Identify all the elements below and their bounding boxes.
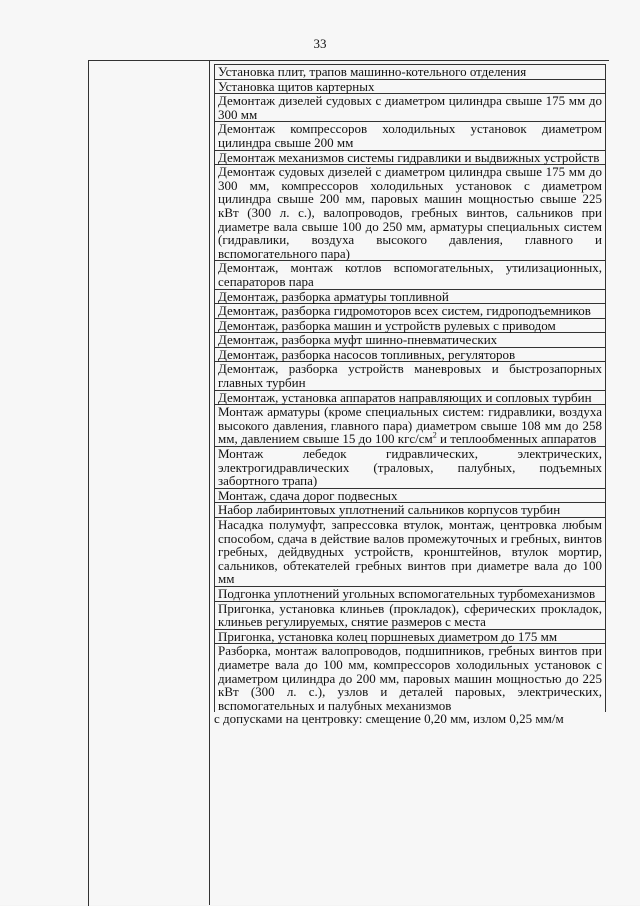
- table-row: [214, 404, 606, 446]
- table-row: Демонтаж, разборка арматуры топливной: [214, 289, 606, 304]
- row-text: Монтаж арматуры (кроме специальных систем: гидравлики, воздуха высокого давления, главного пара) диаметром свыше 108 мм до 258 мм, давлением свыше 15 до 100 кгс/см: [218, 404, 602, 447]
- table-row: Демонтаж судовых дизелей с диаметром цилиндра свыше 175 мм до 300 мм, компрессоров холодильных установок с диаметром цилиндра свыше 200 мм, паровых машин мощностью свыше 225 кВт (300 л. с.), валопроводов, гребных винтов, сальников при диаметре вала свыше 100 до 250 мм, арматуры специальных систем (гидравлики, воздуха высокого давления, главного и вспомогательного пара): [214, 164, 606, 260]
- table-row: Демонтаж дизелей судовых с диаметром цилиндра свыше 175 мм до 300 мм: [214, 93, 606, 121]
- table-row: Пригонка, установка колец поршневых диаметром до 175 мм: [214, 629, 606, 644]
- table-row: с допусками на центровку: смещение 0,20 мм, излом 0,25 мм/м: [214, 711, 564, 727]
- table-row: Пригонка, установка клиньев (прокладок), сферических прокладок, клиньев регулируемых, снятие размеров с места: [214, 601, 606, 629]
- table-row: Установка плит, трапов машинно-котельного отделения: [214, 64, 606, 79]
- table-row: Демонтаж, разборка муфт шинно-пневматических: [214, 332, 606, 347]
- table-row: Демонтаж, разборка насосов топливных, регуляторов: [214, 347, 606, 362]
- page-number: 33: [313, 36, 327, 51]
- table-row: Демонтаж, разборка устройств маневровых и быстрозапорных главных турбин: [214, 361, 606, 389]
- table-row: Установка щитов картерных: [214, 79, 606, 94]
- superscript: 2: [432, 431, 437, 441]
- row-text-tail: и теплообменных аппаратов: [436, 431, 597, 447]
- table-row: Набор лабиринтовых уплотнений сальников корпусов турбин: [214, 502, 606, 517]
- table-row: Демонтаж, монтаж котлов вспомогательных, утилизационных, сепараторов пара: [214, 260, 606, 288]
- table-row: Демонтаж, разборка гидромоторов всех систем, гидроподъемников: [214, 303, 606, 318]
- table-row: Демонтаж, установка аппаратов направляющих и сопловых турбин: [214, 390, 606, 405]
- table-row: Подгонка уплотнений угольных вспомогательных турбомеханизмов: [214, 586, 606, 601]
- table-row: Демонтаж компрессоров холодильных установок диаметром цилиндра свыше 200 мм: [214, 121, 606, 149]
- table-row: Демонтаж, разборка машин и устройств рулевых с приводом: [214, 318, 606, 333]
- table-row: Насадка полумуфт, запрессовка втулок, монтаж, центровка любым способом, сдача в действие валов промежуточных и гребных, винтов гребных, дейдвудных устройств, кронштейнов, втулок мортир, сальников, обтекателей гребных винтов при диаметре вала до 100 мм: [214, 517, 606, 586]
- work-list-table: [214, 64, 606, 726]
- column-divider: [209, 60, 210, 905]
- table-row: Монтаж, сдача дорог подвесных: [214, 488, 606, 503]
- table-row: Разборка, монтаж валопроводов, подшипников, гребных винтов при диаметре вала до 100 мм, компрессоров холодильных установок с диаметром цилиндра до 200 мм, паровых машин мощностью до 225 кВт (300 л. с.), узлов и деталей паровых, электрических, вспомогательных и палубных механизмов: [214, 643, 606, 712]
- table-row: Монтаж лебедок гидравлических, электрических, электрогидравлических (траловых, палубных, подъемных забортного трапа): [214, 446, 606, 488]
- table-row: Демонтаж механизмов системы гидравлики и выдвижных устройств: [214, 150, 606, 165]
